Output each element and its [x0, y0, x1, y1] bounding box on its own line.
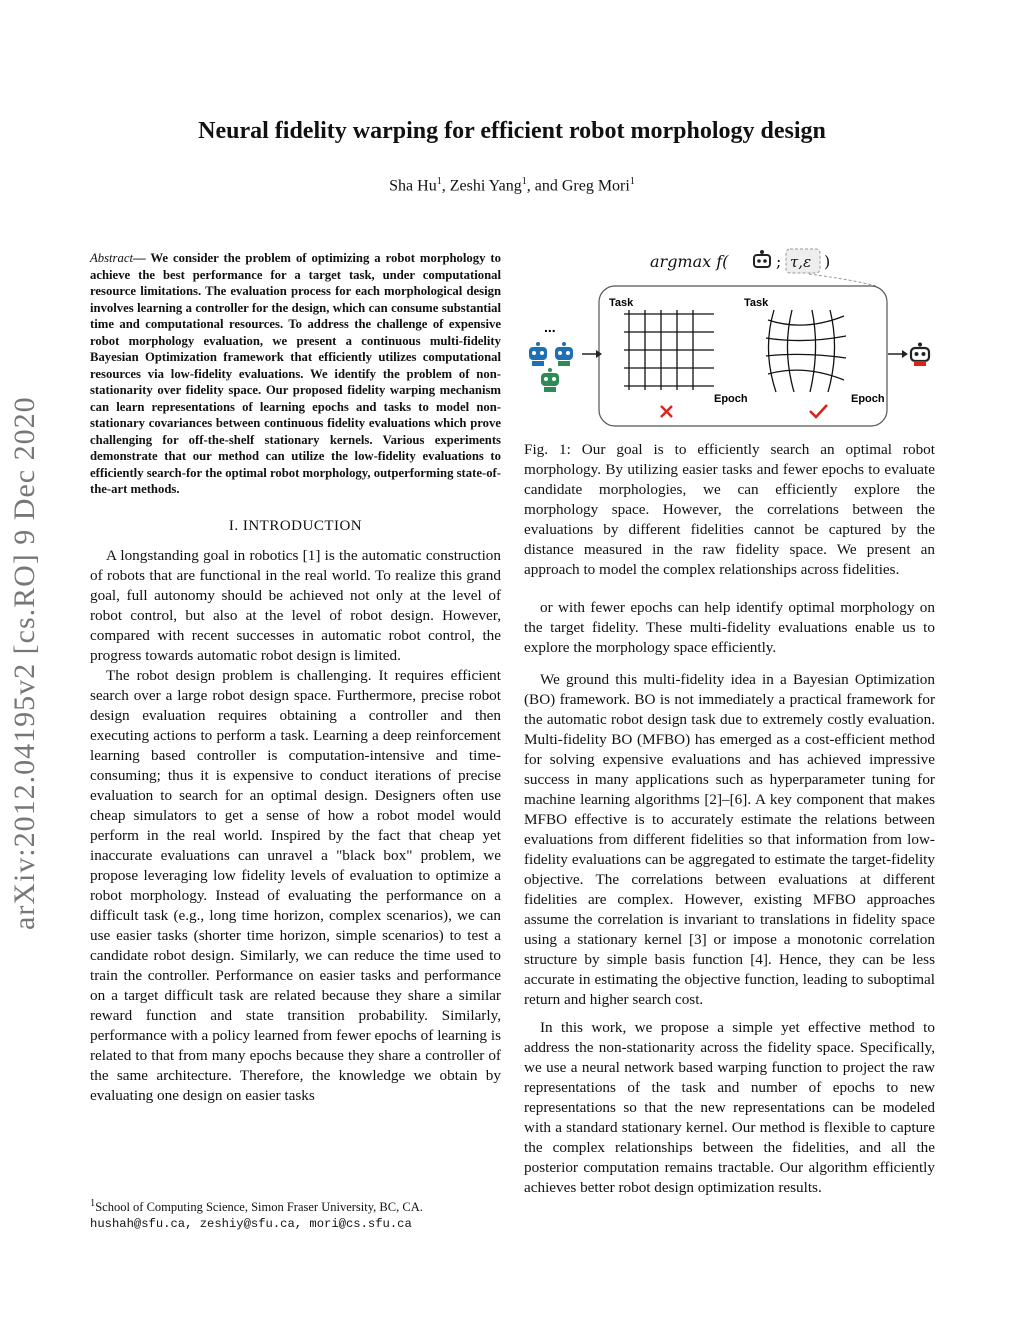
robot-icon	[754, 250, 770, 267]
fidelity-box-panel	[599, 286, 887, 426]
paragraph: In this work, we propose a simple yet effective method to address the non-stationarity across the fidelity space. Specifically, we use a neural network based warping function to project the raw representations of the task and number of epochs to new representations so that the new representations can be modeled with a standard stationary kernel. Our method is flexible to capture the complex relationships between the fidelities, and all the posterior computation remains tractable. Our algorithm efficiently achieves better robot design optimization results.	[524, 1019, 935, 1196]
paragraph: or with fewer epochs can help identify optimal morphology on the target fidelity. These multi-fidelity evaluations enable us to explore the morphology space efficiently.	[524, 599, 935, 656]
ellipsis: ...	[544, 319, 556, 335]
robot-icon-blue	[555, 342, 573, 366]
author-list: Sha Hu$^1$, Zeshi Yang$^1$, and Greg Mori$^1$	[389, 176, 635, 195]
formula-argmax: argmax f(	[650, 252, 729, 271]
task-label-right: Task	[744, 297, 769, 309]
affiliation-mark: 1	[521, 176, 527, 187]
robot-icon-green	[541, 368, 559, 392]
author-name: Greg Mori	[561, 177, 630, 195]
svg-text:τ,ε: τ,ε	[790, 253, 812, 271]
section-heading: I. INTRODUCTION	[228, 517, 363, 534]
affiliation-mark: 1	[629, 176, 635, 187]
robot-icon-output	[911, 343, 929, 367]
svg-text:): )	[824, 252, 831, 271]
robot-icon-blue	[529, 342, 547, 366]
affiliation-mark: 1	[436, 176, 442, 187]
stationary-grid	[624, 310, 714, 390]
check-icon	[810, 405, 827, 417]
author-name: Sha Hu	[389, 177, 437, 195]
cross-icon	[661, 406, 672, 417]
footnote-affiliation: School of Computing Science, Simon Fraser University, BC, CA.	[95, 1200, 423, 1215]
abstract: Abstract— We consider the problem of optimizing a robot morphology to achieve the best performance for a target task, under computational resource limitations. The evaluation process for each morphological design involves learning a controller for the design, which can consume substantial time and computational resources. To address the challenge of expensive robot morphology evaluation, we present a continuous multi-fidelity Bayesian Optimization framework that efficiently utilizes computational resources via low-fidelity evaluations. We identify the problem of non-stationarity over fidelity space. Our proposed fidelity warping mechanism can learn representations of learning epochs and tasks to model non-stationary covariances between continuous fidelity evaluations which prove challenging for off-the-shelf stationary kernels. Various experiments demonstrate that our method can utilize the low-fidelity evaluations to efficiently search-for the optimal robot morphology, outperforming state-of-the-art methods.	[90, 251, 501, 496]
figure-graphic	[524, 240, 936, 440]
paragraph: We ground this multi-fidelity idea in a Bayesian Optimization (BO) framework. BO is not immediately a practical framework for the automatic robot design task due to extremely costly evaluation. Multi-fidelity BO (MFBO) has emerged as a cost-efficient method for solving expensive evaluations and has achieved impressive success in many applications such as hyperparameter tuning for machine learning algorithms [2]–[6]. A key component that makes MFBO effective is to accurately estimate the relations between evaluations from different fidelities so that information from low-fidelity evaluations can be aggregated to estimate the target-fidelity objective. The correlations between evaluations at different fidelities are complex. However, existing MFBO approaches assume the correlation is invariant to translations in fidelity space using a stationary kernel [3] or impose a monotonic correlation structure by simple basis function [4]. Hence, they can be less accurate in estimating the objective function, leading to suboptimal return and higher search cost.	[524, 671, 935, 1008]
left-column	[90, 250, 501, 1106]
footnote-mark: 1	[90, 1198, 96, 1209]
footnote	[90, 1196, 501, 1232]
epoch-label-left: Epoch	[714, 393, 748, 405]
paragraph: A longstanding goal in robotics [1] is the automatic construction of robots that are functional in the real world. To realize this grand goal, full autonomy should be achieved not only at the level of robot control, but also at the level of robot design. However, compared with recent successes in automatic robot control, the progress towards automatic robot design is limited.	[90, 546, 501, 664]
arxiv-stamp: arXiv:2012.04195v2 [cs.RO] 9 Dec 2020	[8, 396, 41, 930]
paper-title: Neural fidelity warping for efficient robot morphology design	[198, 118, 826, 144]
paragraph: The robot design problem is challenging. It requires efficient search over a large robot design space. Furthermore, precise robot design evaluation requires obtaining a controller and then executing actions to perform a task. Learning a deep reinforcement learning based controller is computation-intensive and time-consuming; thus it is expensive to conduct iterations of precise evaluation to search for an optimal design. Designers often use cheap simulators to get a sense of how a robot model would perform in the real world. Inspired by the fact that cheap yet inaccurate evaluations can unravel a "black box" problem, we propose leveraging low fidelity levels of evaluation to optimize a robot morphology. Instead of evaluating the performance on a difficult task (e.g., long time horizon, complex scenarios), we can use easier tasks (shorter time horizon, simple scenarios) to test a candidate robot design. Similarly, we can reduce the time used to train the controller. Performance on easier tasks and performance on a target difficult task are related because they share a similar reward function and state transition probability. Similarly, performance with a policy learned from fewer epochs of learning is related to that from many epochs because they share a controller of the same architecture. Therefore, the knowledge we obtain by evaluating one design on easier tasks	[90, 666, 501, 1104]
right-column	[524, 598, 935, 1198]
figure-1	[524, 240, 936, 440]
task-label-left: Task	[609, 297, 634, 309]
author-name: Zeshi Yang	[449, 177, 522, 195]
abstract-label: Abstract	[90, 251, 133, 265]
warped-grid	[766, 310, 846, 392]
footnote-emails: hushah@sfu.ca, zeshiy@sfu.ca, mori@cs.sfu.ca	[90, 1217, 412, 1232]
epoch-label-right: Epoch	[851, 393, 885, 405]
figure-caption: Fig. 1: Our goal is to efficiently search an optimal robot morphology. By utilizing easier tasks and fewer epochs to evaluate candidate morphologies, we can efficiently explore the morphology space. However, the correlations between the evaluations by different fidelities cannot be captured by the distance measured in the raw fidelity space. We present an approach to model the complex relationships across fidelities.	[524, 441, 935, 578]
svg-text:;: ;	[776, 252, 782, 271]
abstract-text: We consider the problem of optimizing a robot morphology to achieve the best performance for a target task, under computational resource limitations. The evaluation process for each morphological design involves learning a controller for the design, which can consume substantial time and computational resources. To address the challenge of expensive robot morphology evaluation, we present a continuous multi-fidelity Bayesian Optimization framework that efficiently utilizes computational resources via low-fidelity evaluations. We identify the problem of non-stationarity over fidelity space. Our proposed fidelity warping mechanism can learn representations of learning epochs and tasks to model non-stationary covariances between continuous fidelity evaluations which prove challenging for off-the-shelf stationary kernels. Various experiments demonstrate that our method can utilize the low-fidelity evaluations to efficiently search-for the optimal robot morphology, outperforming state-of-the-art methods.	[90, 251, 501, 496]
